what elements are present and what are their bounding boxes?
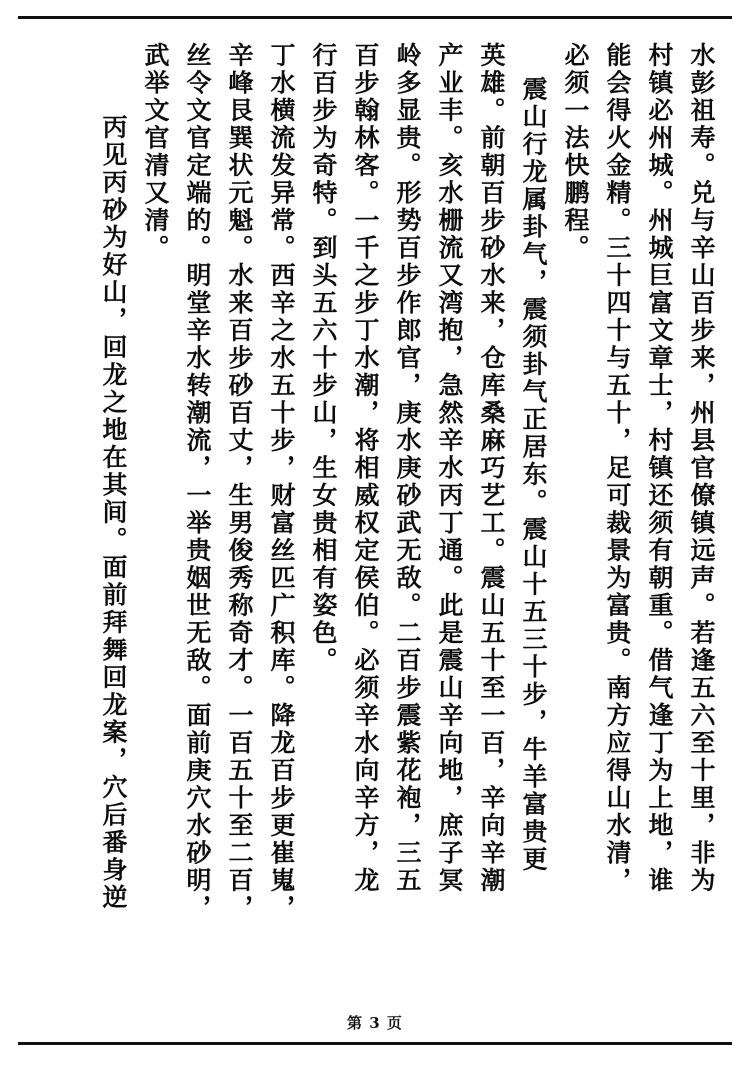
- page-rule-top: [18, 16, 732, 19]
- text-column: 必须一法快鹏程。: [561, 41, 590, 263]
- page-number: 第 3 页: [347, 1014, 403, 1032]
- text-column: 百步翰林客。一千之步丁水潮，将相威权定侯伯。必须辛水向辛方，龙: [351, 41, 380, 895]
- text-column: 丁水横流发异常。西辛之水五十步，财富丝匹广积库。降龙百步更崔嵬，: [267, 41, 296, 923]
- text-column: 岭多显贵。形势百步作郎官，庚水庚砂武无敌。二百步震紫花袍，三五: [393, 41, 422, 895]
- text-column: 能会得火金精。三十四十与五十，足可裁景为富贵。南方应得山水清，: [603, 41, 632, 895]
- text-column: 英雄。前朝百步砂水来，仓库桑麻巧艺工。震山五十至一百，辛向辛潮: [477, 41, 506, 895]
- vertical-text-body: [30, 42, 720, 1002]
- text-column: 水彭祖寿。兑与辛山百步来，州县官僚镇远声。若逢五六至十里，非为: [687, 41, 716, 895]
- text-column: 辛峰艮巽状元魁。水来百步砂百丈，生男俊秀称奇才。一百五十至二百，: [225, 41, 254, 923]
- text-column: 武举文官清又清。: [141, 41, 170, 263]
- text-column: 村镇必州城。州城巨富文章士，村镇还须有朝重。借气逢丁为上地，谁: [645, 41, 674, 895]
- text-column: 丝令文官定端的。明堂辛水转潮流，一举贵姻世无敌。面前庚穴水砂明，: [183, 41, 212, 923]
- text-column: 震山行龙属卦气，震须卦气正居东。震山十五三十步，牛羊富贵更: [519, 75, 548, 874]
- text-column: 产业丰。亥水栅流又湾抱，急然辛水丙丁通。此是震山辛向地，庶子冥: [435, 41, 464, 895]
- text-column: 行百步为奇特。到头五六十步山，生女贵相有姿色。: [309, 41, 338, 675]
- text-column: 丙见丙砂为好山，回龙之地在其间。面前拜舞回龙案，穴后番身逆: [99, 113, 128, 912]
